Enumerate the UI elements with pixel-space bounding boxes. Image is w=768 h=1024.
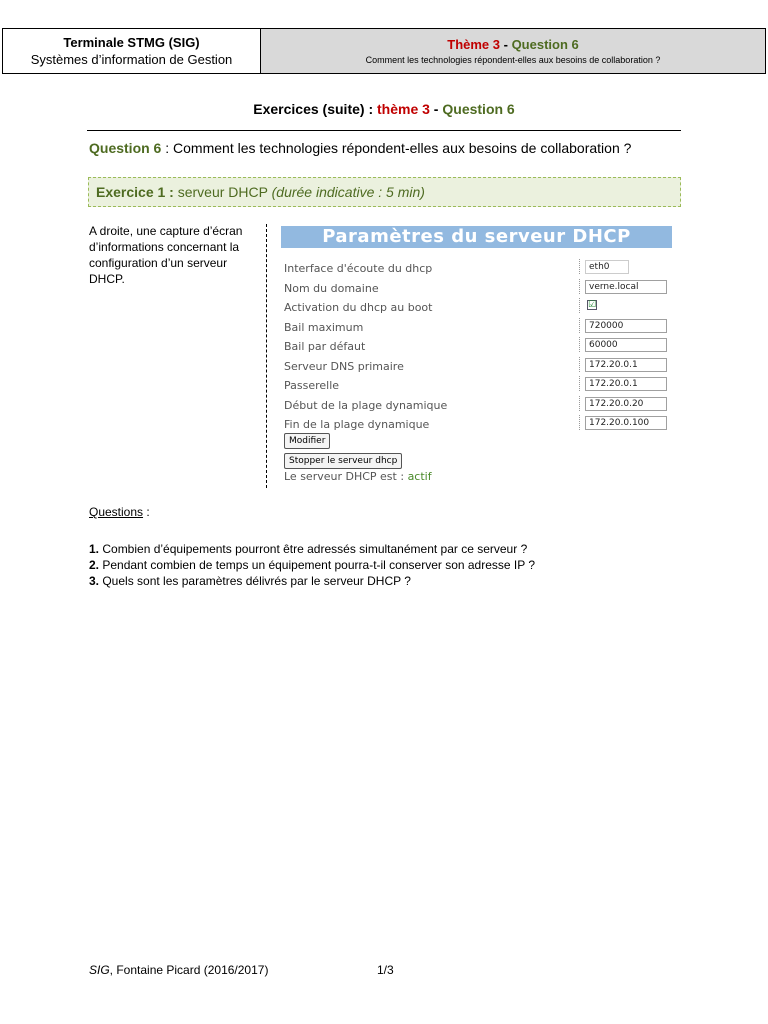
dhcp-title: Paramètres du serveur DHCP xyxy=(281,226,672,248)
question-number: 1. xyxy=(89,542,100,556)
separator xyxy=(579,415,580,430)
dhcp-row-label: Début de la plage dynamique xyxy=(284,398,448,412)
modify-button: Modifier xyxy=(284,433,330,449)
dhcp-range-end-field: 172.20.0.100 xyxy=(585,416,667,430)
dhcp-row xyxy=(281,336,672,356)
dhcp-status-label: Le serveur DHCP est : xyxy=(284,470,408,483)
footer-author: , Fontaine Picard (2016/2017) xyxy=(109,963,269,977)
separator xyxy=(579,279,580,294)
question-text: Combien d’équipements pourront être adressés simultanément par ce serveur ? xyxy=(99,542,528,556)
dhcp-row-label: Fin de la plage dynamique xyxy=(284,418,430,431)
header-sep: - xyxy=(500,36,512,52)
dhcp-row-label: Serveur DNS primaire xyxy=(284,359,404,373)
question-6-heading xyxy=(89,140,631,156)
page-title xyxy=(0,101,768,117)
question-6-label: Question 6 xyxy=(89,140,162,156)
header-subtitle: Comment les technologies répondent-elles aux besoins de collaboration ? xyxy=(365,54,661,65)
dhcp-row-label: Passerelle xyxy=(284,379,340,392)
dhcp-row xyxy=(281,356,672,376)
dhcp-row xyxy=(281,258,672,278)
header-right xyxy=(261,29,765,73)
separator xyxy=(579,357,580,372)
course-title: Terminale STMG (SIG) xyxy=(63,35,200,50)
questions-list xyxy=(89,541,535,589)
separator xyxy=(579,396,580,411)
page-header xyxy=(2,28,766,74)
header-theme-line xyxy=(261,36,765,53)
dhcp-gateway-field: 172.20.0.1 xyxy=(585,377,667,391)
dhcp-row xyxy=(281,414,672,434)
dhcp-row-label: Interface d'écoute du dhcp xyxy=(284,262,433,275)
dhcp-screenshot xyxy=(281,226,672,434)
page-number: 1/3 xyxy=(377,963,394,977)
questions-title-suffix: : xyxy=(143,505,150,519)
course-subtitle: Systèmes d’information de Gestion xyxy=(30,52,233,67)
dhcp-row xyxy=(281,395,672,415)
header-question: Question 6 xyxy=(511,36,579,52)
dhcp-row-label: Bail maximum xyxy=(284,320,364,334)
list-item xyxy=(89,557,535,573)
exercise-text: serveur DHCP xyxy=(173,184,272,200)
dhcp-dns-field: 172.20.0.1 xyxy=(585,358,667,372)
dhcp-row xyxy=(281,278,672,298)
separator xyxy=(579,337,580,352)
dhcp-row xyxy=(281,375,672,395)
exercise-description: A droite, une capture d’écran d’informations concernant la configuration d’un serveur DHCP. xyxy=(89,224,243,286)
title-prefix: Exercices (suite) : xyxy=(253,101,377,117)
dhcp-row-label: Nom du domaine xyxy=(284,281,379,295)
question-text: Quels sont les paramètres délivrés par le serveur DHCP ? xyxy=(99,574,411,588)
question-6-text: : Comment les technologies répondent-elles aux besoins de collaboration ? xyxy=(161,140,632,156)
separator xyxy=(579,318,580,333)
separator xyxy=(579,376,580,391)
dhcp-default-lease-field: 60000 xyxy=(585,338,667,352)
title-question: Question 6 xyxy=(442,101,515,117)
header-theme: Thème 3 xyxy=(447,36,500,52)
exercise-duration: (durée indicative : 5 min) xyxy=(271,184,425,200)
header-left xyxy=(3,29,261,73)
dhcp-interface-value: eth0 xyxy=(585,260,629,274)
dhcp-status-value: actif xyxy=(407,470,432,483)
exercise-box xyxy=(88,177,681,207)
dhcp-status xyxy=(284,470,432,483)
questions-title: Questions xyxy=(89,505,144,519)
dhcp-domain-field: verne.local xyxy=(585,280,667,294)
question-number: 2. xyxy=(89,558,100,572)
dhcp-row xyxy=(281,317,672,337)
column-divider xyxy=(266,224,267,488)
dhcp-row-label: Activation du dhcp au boot xyxy=(284,301,433,314)
title-divider xyxy=(87,130,681,131)
dhcp-boot-checkbox: ☑ xyxy=(588,300,597,310)
dhcp-max-lease-field: 720000 xyxy=(585,319,667,333)
title-sep: - xyxy=(429,101,443,117)
separator xyxy=(579,259,580,274)
dhcp-row xyxy=(281,297,672,317)
stop-dhcp-button: Stopper le serveur dhcp xyxy=(284,453,402,469)
question-text: Pendant combien de temps un équipement pourra-t-il conserver son adresse IP ? xyxy=(99,558,536,572)
questions-heading xyxy=(89,505,150,519)
list-item xyxy=(89,541,535,557)
exercise-label: Exercice 1 : xyxy=(96,184,174,200)
question-number: 3. xyxy=(89,574,100,588)
page-footer xyxy=(89,963,394,977)
dhcp-range-start-field: 172.20.0.20 xyxy=(585,397,667,411)
footer-sig: SIG xyxy=(89,963,110,977)
list-item xyxy=(89,573,535,589)
dhcp-row-label: Bail par défaut xyxy=(284,340,366,353)
separator xyxy=(579,298,580,313)
title-theme: thème 3 xyxy=(377,101,430,117)
